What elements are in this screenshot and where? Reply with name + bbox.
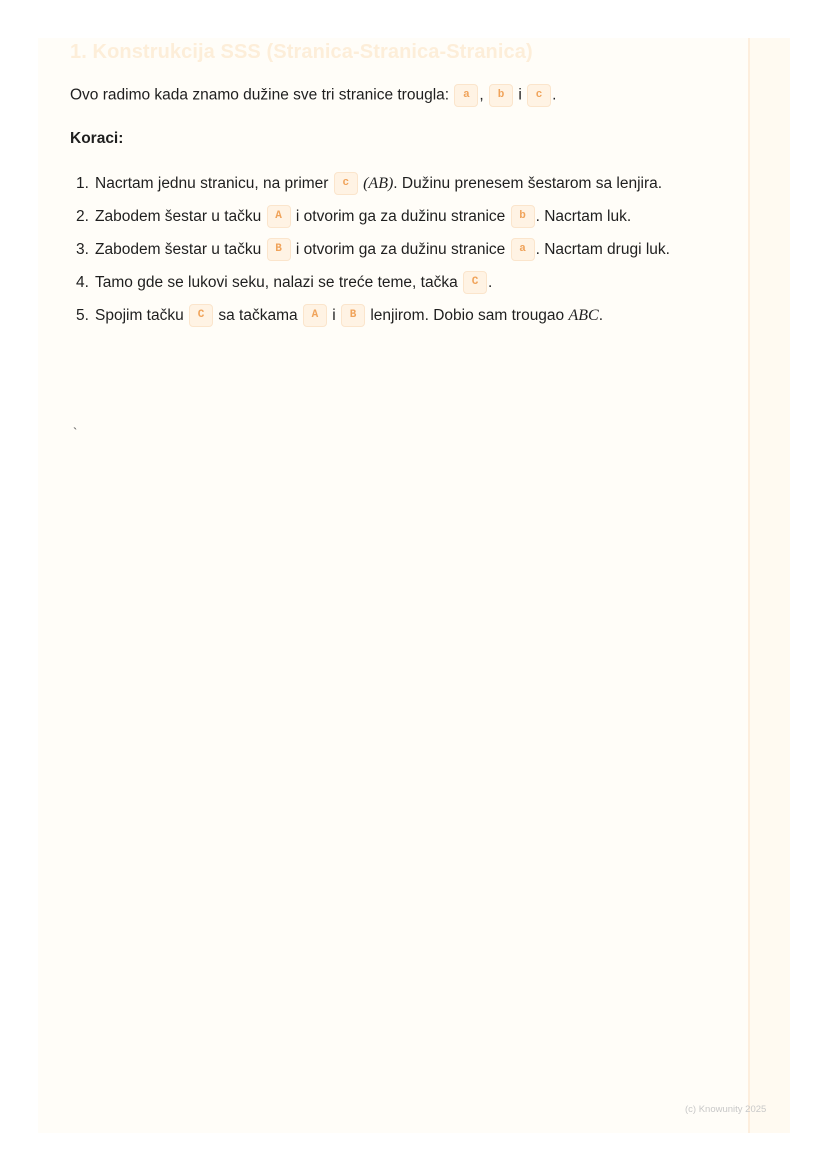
step-text: . Dužinu prenesem šestarom sa lenjira.: [393, 175, 663, 192]
step-text: i: [332, 307, 336, 324]
step-text: i otvorim ga za dužinu stranice: [295, 208, 506, 225]
code-chip-c: c: [527, 84, 551, 107]
step-text: Zabodem šestar u tačku: [95, 241, 262, 258]
code-chip: C: [189, 304, 213, 327]
step-number: 3.: [76, 241, 89, 258]
section-title: 1. Konstrukcija SSS (Stranica-Stranica-Stranica): [70, 41, 533, 63]
step-item-3: [70, 237, 670, 263]
copyright-footer: (c) Knowunity 2025: [685, 1104, 767, 1115]
code-chip: c: [334, 172, 358, 195]
step-text: lenjirom. Dobio sam trougao: [370, 307, 565, 324]
step-text: .: [488, 274, 493, 291]
code-chip-b: b: [489, 84, 513, 107]
code-chip-a: a: [454, 84, 478, 107]
stray-backtick: `: [73, 425, 78, 440]
math-expression: ABC: [568, 307, 599, 324]
separator: .: [552, 86, 557, 104]
step-text: sa tačkama: [218, 307, 298, 324]
step-item-4: [70, 270, 670, 296]
document-page: [38, 38, 790, 1133]
steps-heading: Koraci:: [70, 130, 124, 147]
step-item-2: [70, 204, 670, 230]
step-text: Tamo gde se lukovi seku, nalazi se treće teme, tačka: [95, 274, 458, 291]
step-text: . Nacrtam drugi luk.: [535, 241, 670, 258]
steps-list: [70, 171, 670, 336]
math-expression: (AB): [363, 175, 394, 192]
code-chip: B: [341, 304, 365, 327]
step-item-5: [70, 303, 670, 329]
step-number: 5.: [76, 307, 89, 324]
separator: i: [518, 86, 522, 104]
code-chip: a: [511, 238, 535, 261]
intro-paragraph: [70, 84, 556, 107]
step-number: 1.: [76, 175, 89, 192]
separator: ,: [479, 86, 484, 104]
step-item-1: [70, 171, 670, 197]
step-text: Spojim tačku: [95, 307, 184, 324]
code-chip: B: [267, 238, 291, 261]
step-text: .: [598, 307, 604, 324]
code-chip: A: [303, 304, 327, 327]
step-text: . Nacrtam luk.: [535, 208, 632, 225]
step-number: 4.: [76, 274, 89, 291]
code-chip: A: [267, 205, 291, 228]
step-text: Nacrtam jednu stranicu, na primer: [95, 175, 329, 192]
intro-text: Ovo radimo kada znamo dužine sve tri stranice trougla:: [70, 86, 450, 104]
step-text: i otvorim ga za dužinu stranice: [295, 241, 506, 258]
code-chip: b: [511, 205, 535, 228]
step-number: 2.: [76, 208, 89, 225]
code-chip: C: [463, 271, 487, 294]
page-side-strip: [748, 38, 790, 1133]
step-text: Zabodem šestar u tačku: [95, 208, 262, 225]
